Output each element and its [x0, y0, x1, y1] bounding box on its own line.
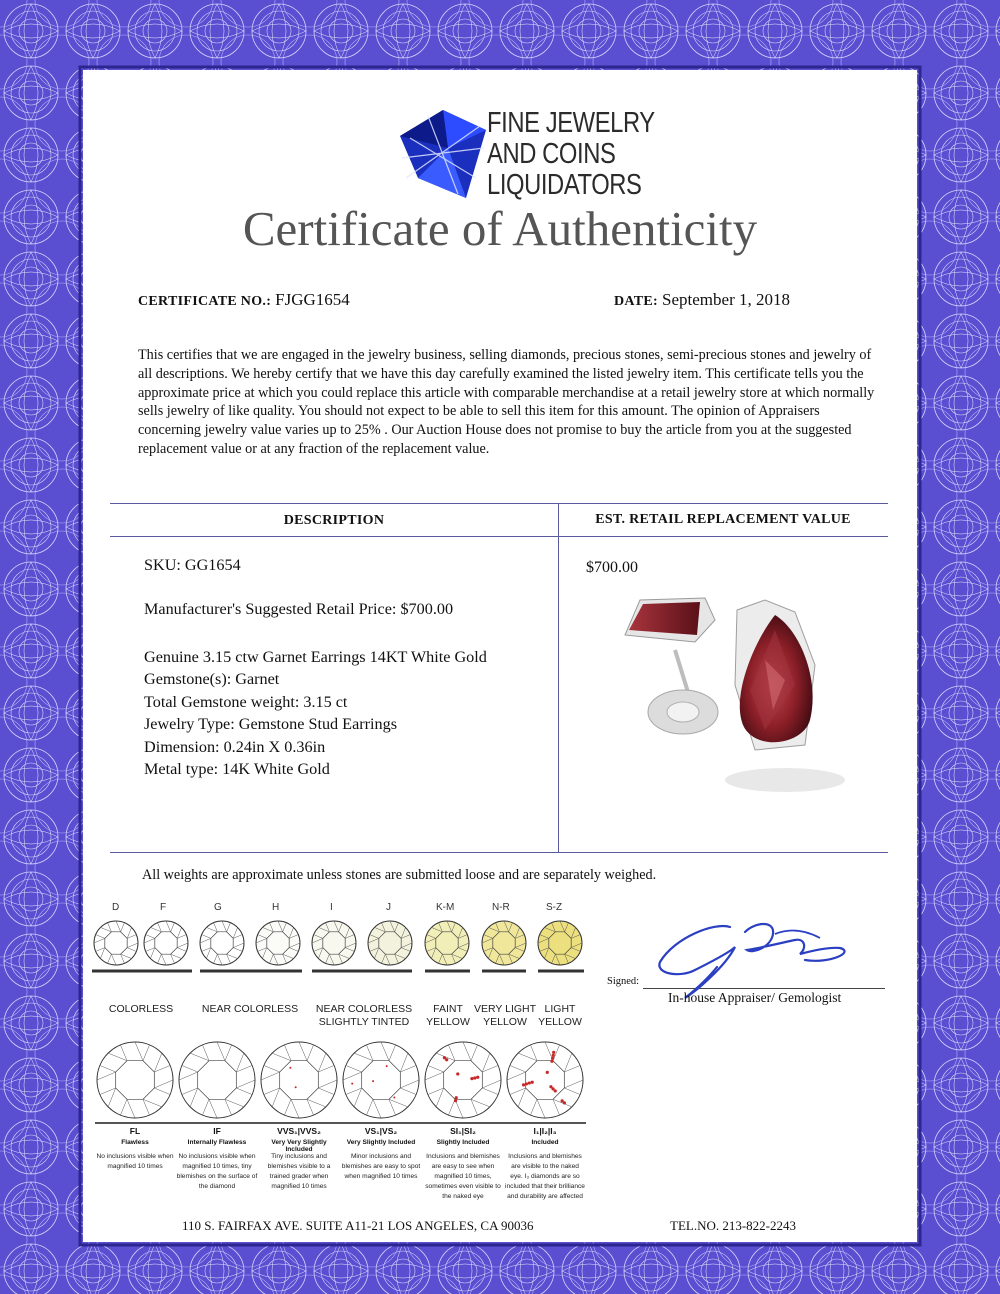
- clarity-grade-description: No inclusions visible when magnified 10 times: [96, 1153, 174, 1170]
- color-grade-letter: N-R: [492, 902, 510, 913]
- clarity-rule: [340, 1122, 422, 1124]
- color-diamond-icon: [538, 921, 582, 965]
- inclusion-mark: [552, 1051, 555, 1054]
- clarity-scale-diamonds: [95, 1036, 595, 1136]
- weights-note: All weights are approximate unless stones are submitted loose and are separately weighed.: [142, 867, 657, 883]
- inclusion-mark: [561, 1099, 564, 1102]
- color-group-caption: NEAR COLORLESS SLIGHTLY TINTED: [315, 1003, 413, 1028]
- table-bottom-rule: [110, 852, 888, 853]
- gem-logo-icon: [398, 108, 488, 200]
- color-grade-letter: S-Z: [546, 902, 563, 913]
- clarity-grade-name: Very Slightly Included: [346, 1139, 416, 1146]
- color-diamond-icon: [256, 921, 300, 965]
- inclusion-mark: [289, 1067, 291, 1069]
- clarity-grade-description: Minor inclusions and blemishes are easy to spot when magnified 10 times: [341, 1153, 421, 1180]
- detail-line: Dimension: 0.24in X 0.36in: [144, 737, 326, 756]
- table-header-rule: [110, 536, 888, 537]
- certificate-title: Certificate of Authenticity: [242, 201, 758, 256]
- table-column-divider: [558, 503, 559, 852]
- color-grade-letter: H: [272, 902, 280, 913]
- handwritten-signature: [655, 912, 865, 1002]
- color-grade-letter: J: [386, 902, 391, 913]
- certificate-date: [614, 290, 790, 310]
- certificate-number-label: CERTIFICATE NO.:: [138, 294, 272, 309]
- item-details: [144, 646, 487, 780]
- inclusion-mark: [531, 1081, 534, 1084]
- inclusion-mark: [454, 1099, 457, 1102]
- color-diamond-icon: [482, 921, 526, 965]
- replacement-value: $700.00: [586, 559, 638, 576]
- garnet-earrings-image: [605, 590, 855, 805]
- color-group-caption: NEAR COLORLESS: [201, 1003, 299, 1015]
- inclusion-mark: [528, 1081, 531, 1084]
- color-grade-letter: D: [112, 902, 120, 913]
- description-header: DESCRIPTION: [283, 513, 385, 528]
- certificate-number: [138, 290, 350, 310]
- clarity-rule: [176, 1122, 258, 1124]
- brand-line-2: AND COINS: [487, 138, 616, 170]
- color-diamond-icon: [425, 921, 469, 965]
- detail-line: Genuine 3.15 ctw Garnet Earrings 14KT White Gold: [144, 648, 487, 666]
- value-header: EST. RETAIL REPLACEMENT VALUE: [595, 512, 851, 527]
- detail-line: Gemstone(s): Garnet: [144, 670, 280, 689]
- signed-label: Signed:: [607, 976, 640, 987]
- inclusion-mark: [551, 1057, 554, 1060]
- color-diamond-icon: [94, 921, 138, 965]
- detail-line: Metal type: 14K White Gold: [144, 760, 330, 779]
- inclusion-mark: [393, 1096, 395, 1098]
- clarity-grade-description: Inclusions and blemishes are easy to see when magnified 10 times, sometimes even visible to the naked eye: [425, 1153, 501, 1200]
- brand-name: [487, 108, 655, 201]
- inclusion-mark: [473, 1076, 476, 1079]
- clarity-rule: [258, 1122, 340, 1124]
- clarity-diamond-icon: [179, 1042, 255, 1118]
- color-diamond-icon: [312, 921, 356, 965]
- brand-line-3: LIQUIDATORS: [487, 169, 642, 201]
- msrp: Manufacturer's Suggested Retail Price: $700.00: [144, 600, 454, 618]
- clarity-grade-name: Flawless: [121, 1139, 149, 1146]
- clarity-grade-name: Included: [531, 1139, 559, 1146]
- inclusion-mark: [295, 1086, 297, 1088]
- clarity-diamond-icon: [97, 1042, 173, 1118]
- color-diamond-icon: [144, 921, 188, 965]
- inclusion-mark: [372, 1080, 374, 1082]
- clarity-grade-name: Slightly Included: [436, 1139, 490, 1146]
- clarity-grade-name: Internally Flawless: [187, 1139, 247, 1146]
- color-grade-letter: F: [160, 902, 167, 913]
- footer-phone: TEL.NO. 213-822-2243: [670, 1218, 797, 1233]
- date-label: DATE:: [614, 294, 659, 309]
- clarity-diamond-icon: [261, 1042, 337, 1118]
- inclusion-mark: [476, 1076, 479, 1079]
- clarity-rule: [504, 1122, 586, 1124]
- clarity-grade: SI₁|SI₂: [450, 1126, 476, 1136]
- clarity-grade: VVS₁|VVS₂: [277, 1126, 321, 1136]
- certificate-number-value: FJGG1654: [275, 290, 350, 309]
- inclusion-mark: [351, 1083, 353, 1085]
- color-group-caption: COLORLESS: [108, 1003, 174, 1015]
- inclusion-mark: [386, 1065, 388, 1067]
- sku: SKU: GG1654: [144, 556, 241, 574]
- inclusion-mark: [522, 1083, 525, 1086]
- appraiser-title: In-house Appraiser/ Gemologist: [668, 990, 842, 1005]
- inclusion-mark: [549, 1085, 552, 1088]
- color-group-caption: FAINT YELLOW: [426, 1003, 470, 1028]
- color-diamond-icon: [200, 921, 244, 965]
- clarity-rule: [422, 1122, 504, 1124]
- footer-address: 110 S. FAIRFAX AVE. SUITE A11-21 LOS ANGELES, CA 90036: [182, 1218, 534, 1233]
- clarity-rule: [95, 1122, 176, 1124]
- color-diamond-icon: [368, 921, 412, 965]
- date-value: September 1, 2018: [662, 290, 790, 309]
- clarity-grade-description: No inclusions visible when magnified 10 times, tiny blemishes on the surface of the diamond: [176, 1153, 258, 1190]
- clarity-grade-description: Tiny inclusions and blemishes visible to a trained grader when magnified 10 times: [267, 1153, 331, 1190]
- clarity-grade-description: Inclusions and blemishes are visible to the naked eye. I₃ diamonds are so included that their brilliance and durability are affected: [505, 1153, 585, 1200]
- inclusion-mark: [470, 1077, 473, 1080]
- clarity-grade: IF: [213, 1126, 221, 1136]
- color-group-caption: LIGHT YELLOW: [538, 1003, 582, 1028]
- brand-line-1: FINE JEWELRY: [487, 107, 655, 139]
- color-grade-letter: K-M: [436, 902, 455, 913]
- clarity-grade: I₁|I₂|I₃: [533, 1126, 557, 1136]
- clarity-grade: VS₁|VS₂: [364, 1126, 398, 1136]
- color-group-caption: VERY LIGHT YELLOW: [473, 1003, 537, 1028]
- inclusion-mark: [550, 1060, 553, 1063]
- inclusion-mark: [456, 1072, 459, 1075]
- inclusion-mark: [552, 1054, 555, 1057]
- clarity-diamond-icon: [507, 1042, 583, 1118]
- clarity-diamond-icon: [343, 1042, 419, 1118]
- inclusion-mark: [455, 1096, 458, 1099]
- inclusion-mark: [546, 1071, 549, 1074]
- color-scale-diamonds: [92, 915, 592, 975]
- inclusion-mark: [445, 1058, 448, 1061]
- table-top-rule: [110, 503, 888, 504]
- clarity-grade-name: Very Very Slightly Included: [271, 1139, 327, 1153]
- clarity-grade: FL: [129, 1126, 141, 1136]
- color-grade-letter: G: [214, 902, 222, 913]
- color-grade-letter: I: [330, 902, 333, 913]
- detail-line: Jewelry Type: Gemstone Stud Earrings: [144, 715, 398, 734]
- inclusion-mark: [525, 1082, 528, 1085]
- detail-line: Total Gemstone weight: 3.15 ct: [144, 692, 348, 711]
- clarity-diamond-icon: [425, 1042, 501, 1118]
- certification-statement: This certifies that we are engaged in the jewelry business, selling diamonds, precious stones, semi-precious stones and jewelry of all descriptions. We hereby certify that we have this day carefully examined the listed jewelry item. This certificate tells you the approximate price at which you could replace this article with comparable merchandise at a retail jewelry store at which normally sells jewelry of like quality. You should not expect to be able to sell this item for this amount. The opinion of Appraisers concerning jewelry value varies up to 25% . Our Auction House does not promise to buy the article from you at the suggested replacement value or at any fraction of the replacement value.: [138, 347, 875, 457]
